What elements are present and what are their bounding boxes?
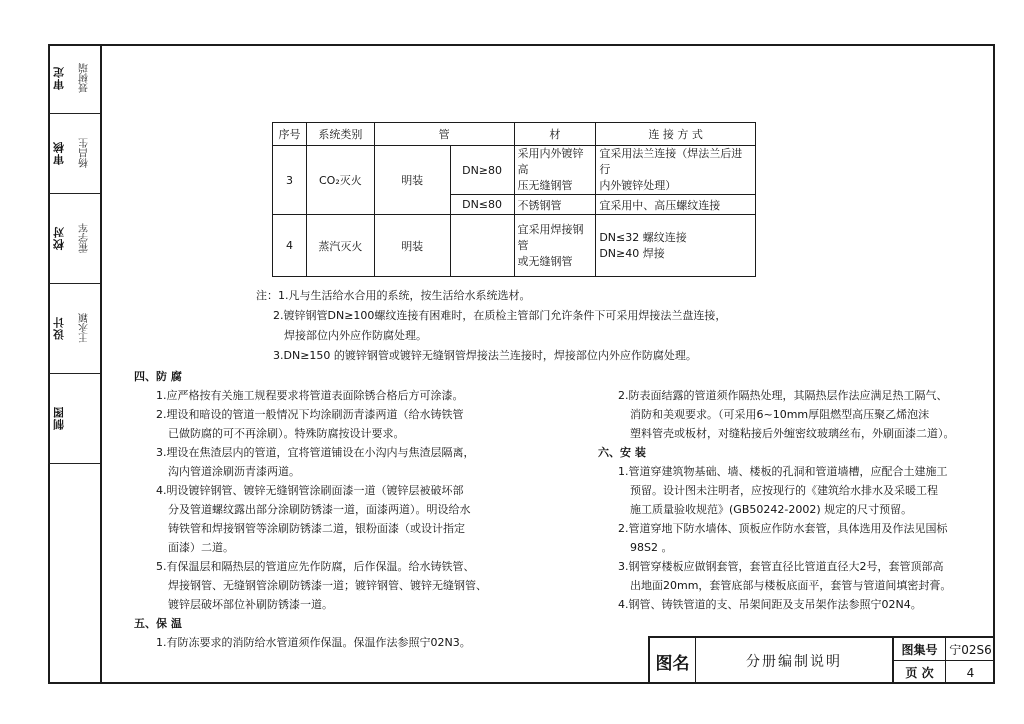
row-size-empty <box>450 215 514 277</box>
section-line: 出地面20mm，套管底部与楼板底面平，套管与管道间填密封膏。 <box>630 579 952 592</box>
section-line: 预留。设计图未注明者，应按现行的《建筑给水排水及采暖工程 <box>630 484 938 497</box>
table-notes <box>256 286 726 366</box>
row-size: DN≥80 <box>450 146 514 195</box>
drawing-name-label: 图名 <box>650 638 696 684</box>
section-line: 铸铁管和焊接钢管等涂刷防锈漆二道，银粉面漆（或设计指定 <box>168 522 465 535</box>
section-line: 1.有防冻要求的消防给水管道须作保温。保温作法参照宁02N3。 <box>156 636 471 649</box>
table-row <box>273 146 756 195</box>
section-line: 2.管道穿地下防水墙体、顶板应作防水套管，具体选用及作法见国标 <box>618 522 948 535</box>
row-size: DN≤80 <box>450 195 514 215</box>
connection-line: DN≥40 焊接 <box>599 246 665 260</box>
note-line: 3.DN≥150 的镀锌钢管或镀锌无缝钢管焊接法兰连接时，焊接部位内外应作防腐处理。 <box>273 349 697 362</box>
strip-label: 审定 <box>48 44 70 113</box>
connection-line: 内外镀锌处理） <box>599 179 677 192</box>
row-connection: 宜采用中、高压螺纹连接 <box>596 195 756 215</box>
section-line: 分及管道螺纹露出部分涂刷防锈漆一道，面漆两道）。明设给水 <box>168 503 471 516</box>
note-line: 注：1.凡与生活给水合用的系统，按生活给水系统选材。 <box>256 289 531 302</box>
frame-divider <box>100 44 102 684</box>
section-line: 3.埋设在焦渣层内的管道，宜将管道铺设在小沟内与焦渣层隔离， <box>156 446 475 459</box>
strip-name: 杨昌生 <box>79 138 91 169</box>
strip-label: 制图 <box>48 374 70 463</box>
strip-label: 审核 <box>48 114 70 193</box>
section-line: 消防和美观要求。（可采用6~10mm厚阻燃型高压聚乙烯泡沫 <box>630 408 930 421</box>
title-block <box>648 636 995 684</box>
header-no: 序号 <box>273 123 307 146</box>
strip-label: 校对 <box>48 194 70 283</box>
section-title-insulation: 五、保 温 <box>134 617 182 630</box>
section-body <box>598 386 968 443</box>
note-line: 2.镀锌钢管DN≥100螺纹连接有困难时，在质检主管部门允许条件下可采用焊接法兰盘连接， <box>273 309 727 322</box>
section-line: 1.管道穿建筑物基础、墙、楼板的孔洞和管道墙槽，应配合土建施工 <box>618 465 948 478</box>
row-install: 明装 <box>374 146 450 215</box>
section-body <box>134 386 594 614</box>
material-line: 宜采用焊接钢管 <box>517 222 584 252</box>
left-column <box>134 367 594 652</box>
row-connection <box>596 215 756 277</box>
row-material <box>514 146 596 195</box>
header-connection: 连 接 方 式 <box>596 123 756 146</box>
row-system: 蒸汽灭火 <box>306 215 374 277</box>
page-number: 4 <box>966 665 975 680</box>
page-number-label: 页 次 <box>894 661 946 684</box>
strip-name: 聂树瑞 <box>79 63 91 94</box>
connection-line: DN≤32 螺纹连接 <box>599 230 687 244</box>
strip-cell-sheji <box>48 284 100 374</box>
section-line: 4.明设镀锌钢管、镀锌无缝钢管涂刷面漆一道（镀锌层被破坏部 <box>156 484 464 497</box>
material-line: 采用内外镀锌高 <box>517 147 584 176</box>
strip-name <box>70 374 100 463</box>
right-column <box>598 386 968 614</box>
page-number-cell <box>894 661 995 684</box>
section-line: 面漆）二道。 <box>168 541 234 554</box>
section-line: 3.钢管穿楼板应做钢套管，套管直径比管道直径大2号，套管顶部高 <box>618 560 944 573</box>
section-line: 沟内管道涂刷沥青漆两道。 <box>168 465 300 478</box>
header-material: 材 <box>514 123 596 146</box>
section-line: 镀锌层破坏部位补刷防锈漆一道。 <box>168 598 333 611</box>
header-system: 系统类别 <box>306 123 374 146</box>
section-line: 1.应严格按有关施工规程要求将管道表面除锈合格后方可涂漆。 <box>156 389 464 402</box>
connection-line: 宜采用法兰连接（焊法兰后进行 <box>599 147 743 176</box>
strip-cell-jiaodui <box>48 194 100 284</box>
header-pipe: 管 <box>374 123 514 146</box>
section-line: 4.钢管、铸铁管道的支、吊架间距及支吊架作法参照宁02N4。 <box>618 598 922 611</box>
section-line: 焊接钢管、无缝钢管涂刷防锈漆一道；镀锌钢管、镀锌无缝钢管、 <box>168 579 487 592</box>
section-line: 2.埋设和暗设的管道一般情况下均涂刷沥青漆两道（给水铸铁管 <box>156 408 464 421</box>
section-line: 98S2 。 <box>630 541 673 554</box>
material-line: 或无缝钢管 <box>517 254 573 268</box>
row-no: 4 <box>273 215 307 277</box>
atlas-number: 宁02S6 <box>949 642 992 657</box>
atlas-number-cell <box>894 638 995 661</box>
table-header-row <box>273 123 756 146</box>
section-line: 2.防表面结露的管道须作隔热处理，其隔热层作法应满足热工隔气、 <box>618 389 948 402</box>
row-system: CO₂灭火 <box>306 146 374 215</box>
table-row <box>273 215 756 277</box>
section-line: 塑料管壳或板材，对缝粘接后外缠密纹玻璃丝布，外刷面漆二道）。 <box>630 427 955 440</box>
strip-label: 设计 <box>48 284 70 373</box>
row-connection <box>596 146 756 195</box>
row-install: 明装 <box>374 215 450 277</box>
drawing-name: 分册编制说明 <box>696 638 894 684</box>
row-material <box>514 215 596 277</box>
material-line: 压无缝钢管 <box>517 179 573 192</box>
section-line: 已做防腐的可不再涂刷）。特殊防腐按设计要求。 <box>168 427 405 440</box>
note-line: 焊接部位内外应作防腐处理。 <box>284 329 427 342</box>
section-body <box>134 633 594 652</box>
section-title-installation: 六、安 装 <box>598 446 646 459</box>
approval-strip <box>48 44 100 464</box>
section-line: 5.有保温层和隔热层的管道应先作防腐，后作保温。给水铸铁管、 <box>156 560 475 573</box>
section-body <box>598 462 968 614</box>
strip-cell-shending <box>48 44 100 114</box>
pipe-material-table <box>272 122 756 277</box>
row-no: 3 <box>273 146 307 215</box>
row-material: 不锈钢管 <box>514 195 596 215</box>
atlas-number-label: 图集号 <box>894 638 946 660</box>
section-line: 施工质量验收规范》(GB50242-2002) 规定的尺寸预留。 <box>630 503 913 516</box>
strip-name: 霍学军 <box>79 223 91 254</box>
strip-cell-zhitu <box>48 374 100 464</box>
strip-name: 王永颖 <box>79 313 91 344</box>
section-title-anticorrosion: 四、防 腐 <box>134 370 182 383</box>
strip-cell-shenhe <box>48 114 100 194</box>
